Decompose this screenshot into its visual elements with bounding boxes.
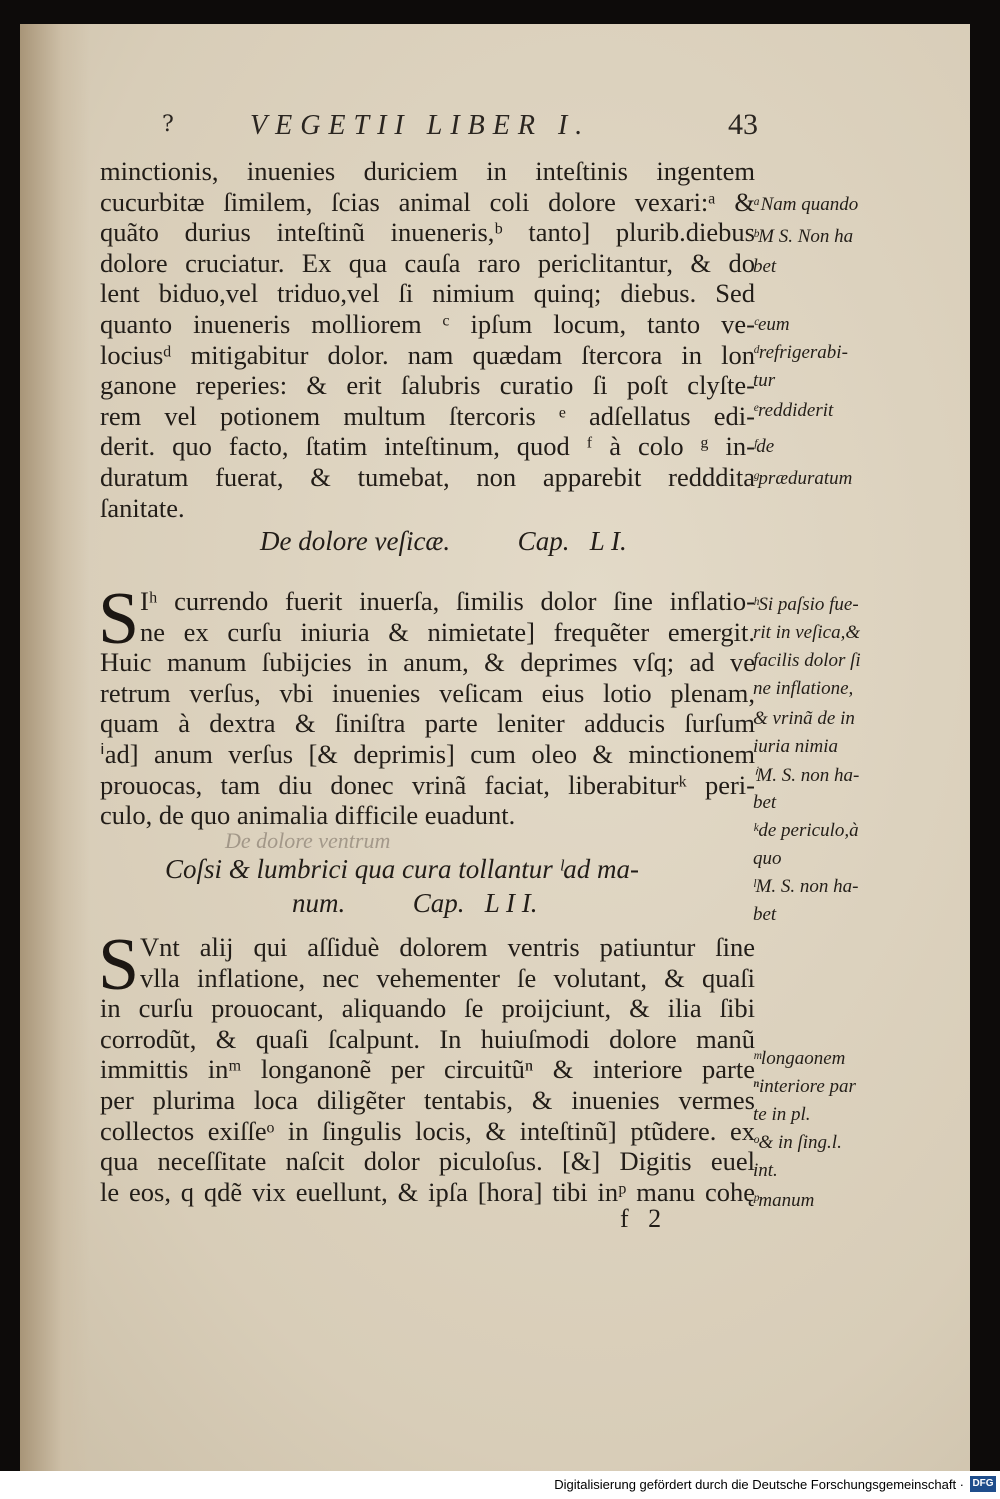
text-line: lent biduo,vel triduo,vel ſi nimium quinq; diebus. Sed	[100, 278, 755, 309]
catchword-signature: f 2	[620, 1204, 662, 1233]
chapter-heading-52-line1: Coſsi & lumbrici qua cura tollantur ˡad ma-	[165, 854, 639, 884]
section-2-text	[98, 578, 755, 831]
margin-note: bet	[753, 904, 777, 925]
funding-credit: Digitalisierung gefördert durch die Deutsche Forschungsgemeinschaft ·	[554, 1477, 964, 1492]
text-line: ne ex curſu iniuria & nimietate] frequẽter emergit.	[140, 616, 755, 647]
text-line: retrum verſus, vbi inuenies veſicam eius lotio plenam,	[100, 677, 755, 708]
margin-note: iuria nimia	[753, 736, 838, 757]
text-line: qua neceſſitate naſcit dolor piculoſus. [&] Digitis euel	[100, 1146, 755, 1177]
text-line: duratum fuerat, & tumebat, non apparebit redddita	[100, 461, 755, 492]
margin-note: quo	[753, 848, 782, 869]
text-line: le eos, q qdẽ vix euellunt, & ipſa [hora] tibi inᵖ manu cohę	[100, 1176, 755, 1207]
text-line: derit. quo facto, ſtatim inteſtinum, quod ᶠ à colo ᵍ in-	[100, 431, 755, 462]
margin-note: int.	[753, 1160, 778, 1181]
text-line: quãto durius inteſtinũ inueneris,ᵇ tanto] plurib.diebus	[100, 217, 755, 248]
text-line: Iʰ currendo fuerit inuerſa, ſimilis dolor ſine inflatio-	[140, 586, 755, 616]
footer-bar	[0, 1471, 1000, 1499]
text-line: lociusᵈ mitigabitur dolor. nam quædam ſtercora in lon	[100, 339, 755, 370]
margin-note: tur	[753, 370, 776, 391]
dfg-logo-icon: DFG	[970, 1476, 996, 1492]
margin-note: ᵃNam quando	[753, 194, 859, 215]
text-line: in curſu prouocant, aliquando ſe proijciunt, & ilia ſibi	[100, 993, 755, 1024]
text-line: vlla inflatione, nec vehementer ſe volutant, & quaſi	[140, 962, 755, 993]
margin-note: & vrinã de in	[753, 708, 855, 729]
text-line: ganone reperies: & erit ſalubris curatio ſi poſt clyſte-	[100, 370, 755, 401]
text-line: immittis inᵐ longanonẽ per circuitũⁿ & interiore parte	[100, 1054, 755, 1085]
margin-note: ᵏde periculo,à	[753, 820, 859, 841]
margin-note: ᵐlongaonem	[753, 1048, 846, 1069]
margin-note: ᶠde	[753, 436, 775, 457]
margin-note: ne inflatione,	[753, 678, 854, 699]
margin-note: ᶜeum	[753, 314, 790, 335]
section-3-text	[98, 924, 755, 1207]
text-line: culo, de quo animalia difficile euadunt.	[100, 800, 516, 831]
margin-note: ᵒ& in ſing.l.	[753, 1132, 842, 1153]
section-1-text	[100, 156, 755, 523]
drop-capital: S	[98, 924, 140, 1006]
chapter-heading-51: De dolore veſicæ. Cap. L I.	[260, 526, 627, 556]
margin-note: ᵉreddiderit	[753, 400, 834, 421]
margin-note: ⁱM. S. non ha-	[753, 765, 860, 786]
margin-note: ᵇM S. Non ha	[753, 226, 854, 247]
margin-note: ᵖmanum	[753, 1190, 815, 1211]
margin-note: ʰSi paſsio fue-	[753, 594, 859, 615]
margin-note: te in pl.	[753, 1104, 811, 1125]
text-line: cucurbitæ ſimilem, ſcias animal coli dolore vexari:ᵃ &	[100, 186, 755, 217]
text-line: corrodũt, & quaſi ſcalpunt. In huiuſmodi dolore manũ	[100, 1023, 755, 1054]
margin-note: ᵈrefrigerabi-	[753, 342, 848, 363]
book-page	[20, 24, 970, 1471]
text-line: prouocas, tam diu donec vrinã faciat, liberabiturᵏ peri-	[100, 769, 755, 800]
margin-note: ᵍpræduratum	[753, 468, 853, 489]
text-line: collectos exiſſeᵒ in ſingulis locis, & inteſtinũ] ptũdere. ex	[100, 1115, 755, 1146]
margin-note: rit in veſica,&	[753, 622, 861, 643]
running-head-mark: ?	[162, 112, 174, 137]
text-line: quanto inueneris molliorem ᶜ ipſum locum, tanto ve-	[100, 308, 755, 339]
margin-note: ⁿinteriore par	[753, 1076, 856, 1097]
text-line: rem vel potionem multum ſtercoris ᵉ adſellatus edi-	[100, 400, 755, 431]
drop-capital: S	[98, 578, 140, 660]
text-line: Vnt alij qui aſſiduè dolorem ventris patiuntur ſine	[140, 932, 755, 962]
text-line: minctionis, inuenies duriciem in inteſtinis ingentem	[100, 156, 755, 186]
text-line: dolore cruciatur. Ex qua cauſa raro periclitantur, & do	[100, 247, 755, 278]
handwritten-annotation: De dolore ventrum	[225, 828, 391, 853]
text-line: quam à dextra & ſiniſtra parte leniter adducis ſurſum	[100, 708, 755, 739]
text-line: ⁱad] anum verſus [& deprimis] cum oleo & minctionem	[100, 738, 755, 769]
chapter-heading-52-line2: num. Cap. L I I.	[292, 888, 538, 918]
margin-note: ˡM. S. non ha-	[753, 876, 859, 897]
running-head-title: VEGETII LIBER I.	[250, 110, 591, 141]
margin-note: facilis dolor ſi	[753, 650, 861, 671]
text-line: per plurima loca diligẽter tentabis, & inuenies vermes	[100, 1084, 755, 1115]
margin-note: bet	[753, 256, 777, 277]
margin-note: bet	[753, 792, 777, 813]
text-line: Huic manum ſubijcies in anum, & deprimes vſq; ad ve	[100, 647, 755, 678]
page-number: 43	[728, 108, 758, 141]
page-binding-shadow	[20, 24, 90, 1471]
text-line: ſanitate.	[100, 492, 185, 523]
